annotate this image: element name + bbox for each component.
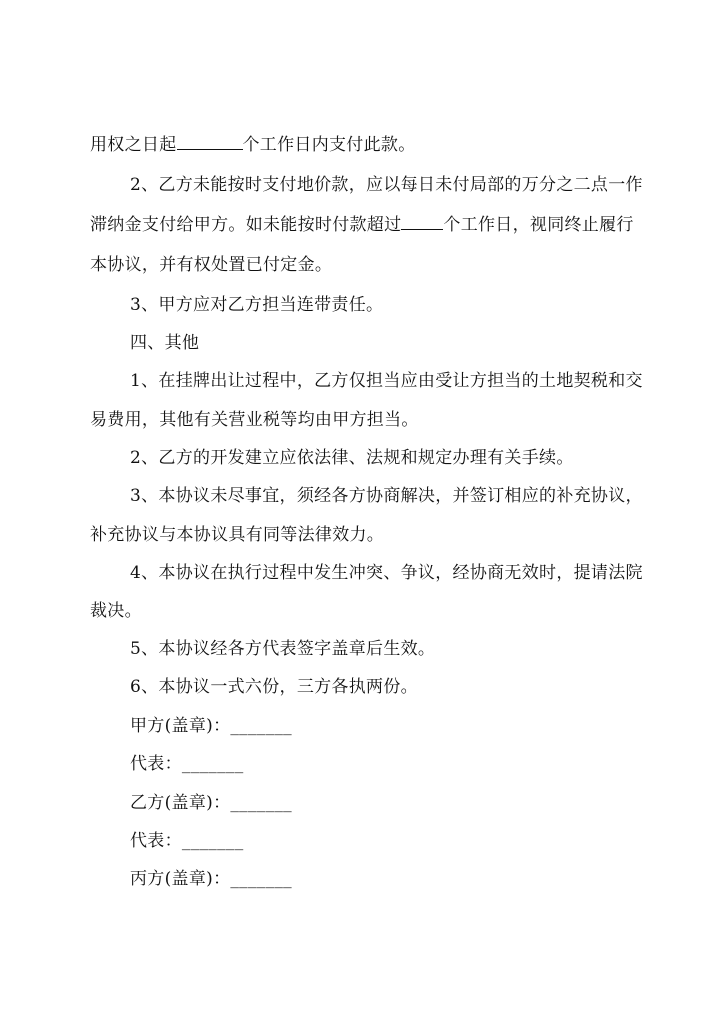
text: 裁决。 xyxy=(90,601,142,621)
text: 4、本协议在执行过程中发生冲突、争议，经协商无效时，提请法院 xyxy=(130,563,643,583)
clause-1-cont xyxy=(90,409,419,431)
clause-3 xyxy=(130,485,643,507)
text: 5、本协议经各方代表签字盖章后生效。 xyxy=(130,639,436,659)
clause-payment-deadline xyxy=(90,134,416,156)
label: 乙方(盖章)： xyxy=(130,793,231,813)
signature-blank[interactable]: _______ xyxy=(230,716,292,736)
blank-days[interactable] xyxy=(177,134,243,150)
clause-late-fee-cont xyxy=(90,214,634,236)
signature-rep-a xyxy=(130,753,244,775)
clause-4-cont xyxy=(90,600,142,622)
text: 用权之日起 xyxy=(90,135,177,155)
label: 丙方(盖章)： xyxy=(130,869,231,889)
text: 3、本协议未尽事宜，须经各方协商解决，并签订相应的补充协议， xyxy=(130,486,643,506)
text: 个工作日内支付此款。 xyxy=(242,135,416,155)
label: 代表： xyxy=(130,831,182,851)
signature-party-a xyxy=(130,715,292,737)
text: 2、乙方未能按时支付地价款，应以每日未付局部的万分之二点一作 xyxy=(130,175,643,195)
text: 个工作日，视同终止履行 xyxy=(443,215,634,235)
clause-5 xyxy=(130,638,435,660)
section-heading-other xyxy=(130,332,199,354)
clause-3-cont xyxy=(90,524,384,546)
text: 3、甲方应对乙方担当连带责任。 xyxy=(130,295,384,315)
text: 1、在挂牌出让过程中，乙方仅担当应由受让方担当的土地契税和交 xyxy=(130,371,643,391)
blank-overdue-days[interactable] xyxy=(401,214,443,230)
clause-2 xyxy=(130,447,574,469)
signature-party-c xyxy=(130,868,292,890)
clause-joint-liability xyxy=(130,294,383,316)
signature-rep-b xyxy=(130,830,244,852)
clause-1 xyxy=(130,370,643,392)
clause-6 xyxy=(130,676,418,698)
signature-party-b xyxy=(130,792,292,814)
signature-blank[interactable]: _______ xyxy=(181,754,244,774)
signature-blank[interactable]: _______ xyxy=(181,831,244,851)
clause-late-fee-end xyxy=(90,254,332,276)
text: 四、其他 xyxy=(130,333,200,353)
text: 本协议，并有权处置已付定金。 xyxy=(90,255,333,275)
text: 补充协议与本协议具有同等法律效力。 xyxy=(90,525,385,545)
text: 易费用，其他有关营业税等均由甲方担当。 xyxy=(90,410,419,430)
clause-4 xyxy=(130,562,643,584)
label: 代表： xyxy=(130,754,182,774)
text: 滞纳金支付给甲方。如未能按时付款超过 xyxy=(90,215,402,235)
label: 甲方(盖章)： xyxy=(130,716,231,736)
clause-late-fee xyxy=(130,174,643,196)
signature-blank[interactable]: _______ xyxy=(230,869,292,889)
signature-blank[interactable]: _______ xyxy=(230,793,292,813)
text: 6、本协议一式六份，三方各执两份。 xyxy=(130,677,418,697)
text: 2、乙方的开发建立应依法律、法规和规定办理有关手续。 xyxy=(130,448,574,468)
